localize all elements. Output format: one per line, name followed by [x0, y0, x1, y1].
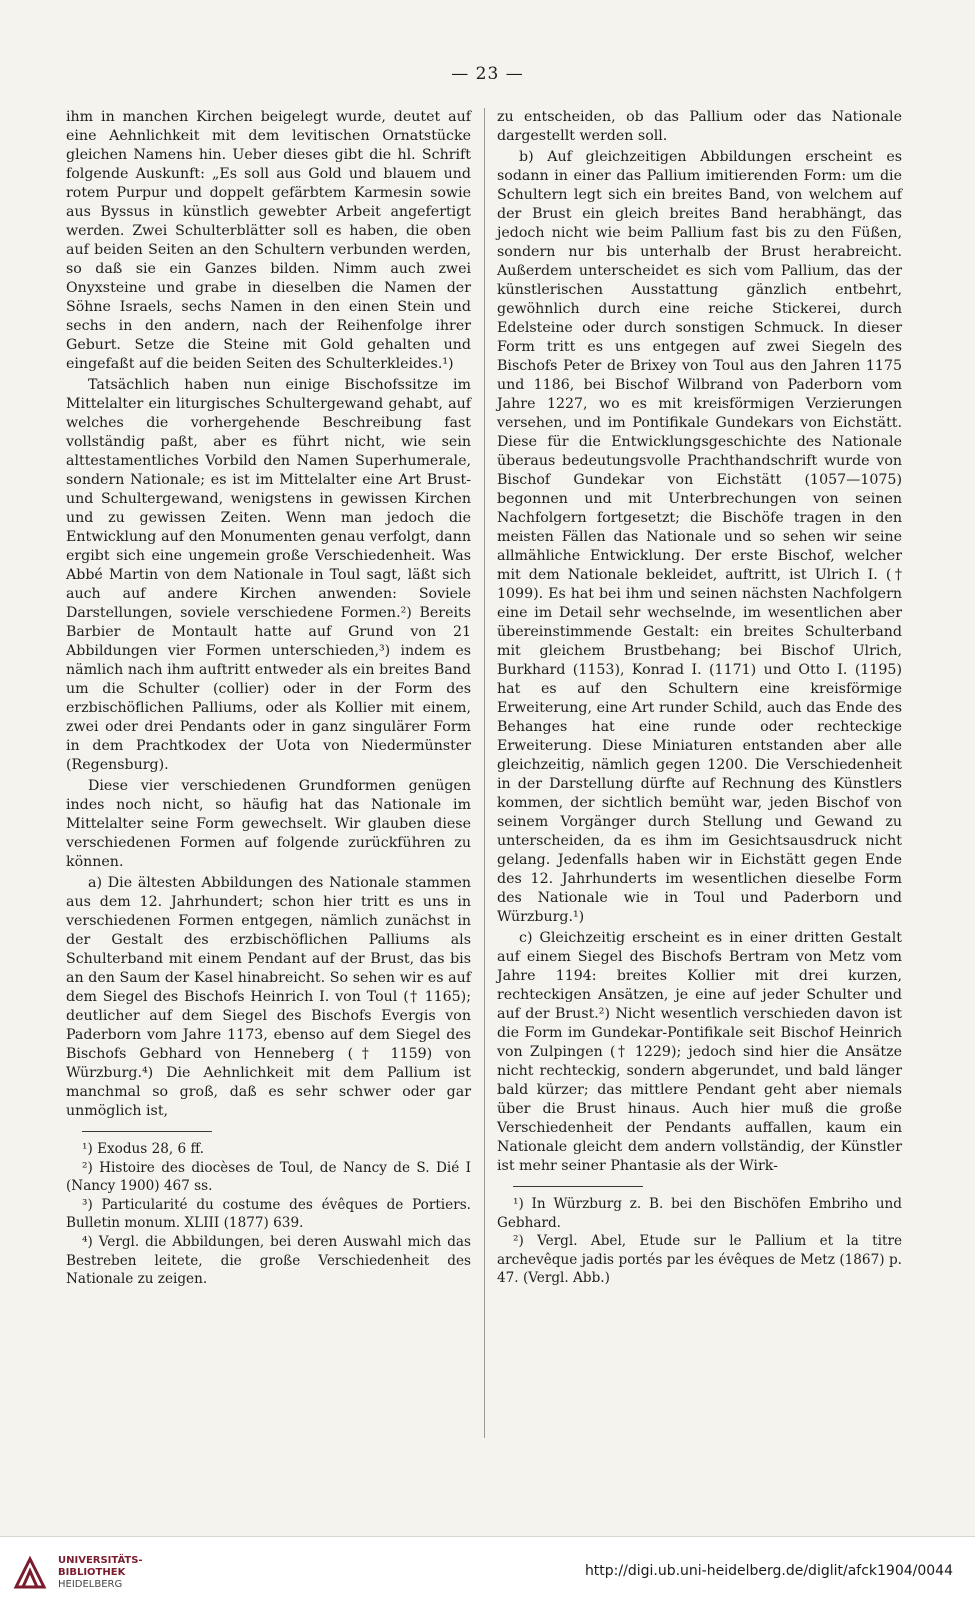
footnote-divider — [82, 1131, 212, 1132]
footnote: ²) Vergl. Abel, Etude sur le Pallium et la titre archevêque jadis portés par les évêques de Metz (1867) p. 47. (Vergl. Abb.) — [497, 1233, 902, 1287]
page-number: — 23 — — [451, 64, 524, 84]
body-paragraph: ihm in manchen Kirchen beigelegt wurde, deutet auf eine Aehnlichkeit mit dem levitischen Ornatstücke gleichen Namens hin. Ueber dieses gibt die hl. Schrift folgende Auskunft: „Es soll aus Gold und blauem und rotem Purpur und doppelt gefärbtem Karmesin sowie aus Byssus in künstlich gewebter Arbeit angefertigt werden. Zwei Schulterblätter soll es haben, die oben auf beiden Seiten an den Schultern verbunden werden, so daß sie ein Ganzes bilden. Nimm auch zwei Onyxsteine und grabe in dieselben die Namen der Söhne Israels, sechs Namen in den einen Stein und sechs in den andern, nach der Reihenfolge ihrer Geburt. Setze die Steine mit Gold gehalten und eingefaßt auf die beiden Seiten des Schulterkleides.¹) — [66, 109, 471, 372]
institution-line: HEIDELBERG — [58, 1579, 123, 1590]
footnote-divider — [513, 1186, 643, 1187]
institution-line: BIBLIOTHEK — [58, 1567, 126, 1578]
column-divider — [484, 108, 485, 1438]
body-paragraph: a) Die ältesten Abbildungen des Nationale stammen aus dem 12. Jahrhundert; schon hier tritt es uns in verschiedenen Formen entgegen, nämlich zunächst in der Gestalt des erzbischöflichen Palliums als Schulterband mit einem Pendant auf der Brust, das bis an den Saum der Kasel hinabreicht. So sehen wir es auf dem Siegel des Bischofs Heinrich I. von Toul († 1165); deutlicher auf dem Siegel des Bischofs Evergis von Paderborn vom Jahre 1173, ebenso auf dem Siegel des Bischofs Gebhard von Henneberg († 1159) von Würzburg.⁴) Die Aehnlichkeit mit dem Pallium ist manchmal so groß, daß es sehr schwer oder gar unmöglich ist, — [66, 875, 471, 1119]
university-library-logo-icon — [10, 1553, 50, 1593]
footnotes-left — [66, 1140, 471, 1289]
library-footer — [0, 1536, 975, 1609]
body-paragraph: b) Auf gleichzeitigen Abbildungen erscheint es sodann in einer das Pallium imitierenden Form: um die Schultern legt sich ein breites Band, von welchem auf der Brust ein gleich breites Band herabhängt, das jedoch nicht wie beim Pallium fast bis zu den Füßen, sondern nur bis unterhalb der Brust herabreicht. Außerdem unterscheidet es sich vom Pallium, das der künstlerischen Ausstattung gänzlich entbehrt, gewöhnlich durch eine reiche Stickerei, durch Edelsteine oder durch sonstigen Schmuck. In dieser Form tritt es uns entgegen auf zwei Siegeln des Bischofs Peter de Brixey von Toul aus den Jahren 1175 und 1186, bei Bischof Wilbrand von Paderborn vom Jahre 1227, wo es mit kreisförmigen Verzierungen versehen, und im Pontifikale Gundekars von Eichstätt. Diese für die Entwicklungsgeschichte des Nationale überaus bedeutungsvolle Prachthandschrift wurde von Bischof Gundekar von Eichstätt (1057—1075) begonnen und mit Unterbrechungen von seinen Nachfolgern fortgesetzt; die Bischöfe tragen in den meisten Fällen das Nationale und so sehen wir seine allmähliche Entwicklung. Der erste Bischof, welcher mit dem Nationale bekleidet, auftritt, ist Ulrich I. († 1099). Es hat bei ihm und seinen nächsten Nachfolgern eine im Detail sehr wechselnde, im wesentlichen aber übereinstimmende Gestalt: ein breites Schulterband mit gleichem Brustbehang; bei Bischof Ulrich, Burkhard (1153), Konrad I. (1171) und Otto I. (1195) hat es auf den Schultern eine kreisförmige Erweiterung, eine Art runder Schild, auch das Ende des Behanges hat eine runde oder rechteckige Erweiterung. Diese Miniaturen entstanden aber alle gleichzeitig, nämlich gegen 1200. Die Verschiedenheit in der Darstellung dürfte auf Rechnung des Künstlers kommen, der sichtlich bemüht war, jeden Bischof von seinem Vorgänger durch Stellung und Gewand zu unterscheiden, da es ihm im Gesichtsausdruck nicht gelang. Jedenfalls haben wir in Eichstätt gegen Ende des 12. Jahrhunderts im wesentlichen dieselbe Form des Nationale wie in Toul und Paderborn und Würzburg.¹) — [497, 149, 902, 925]
footnote: ¹) Exodus 28, 6 ff. — [82, 1141, 205, 1157]
body-paragraph: c) Gleichzeitig erscheint es in einer dritten Gestalt auf einem Siegel des Bischofs Bertram von Metz vom Jahre 1194: breites Kollier mit drei kurzen, rechteckigen Ansätzen, je eine auf jeder Schulter und auf der Brust.²) Nicht wesentlich verschieden davon ist die Form im Gundekar-Pontifikale seit Bischof Heinrich von Zulpingen († 1229); jedoch sind hier die Ansätze nicht rechteckig, sondern abgerundet, und bald länger bald kürzer; das mittlere Pendant geht aber niemals über die Brust hinaus. Auch hier muß die große Verschiedenheit der Pendants auffallen, kaum ein Nationale gleicht dem andern vollständig, der Künstler ist mehr seiner Phantasie als der Wirk- — [497, 930, 902, 1174]
footnotes-right — [497, 1195, 902, 1288]
institution-line: UNIVERSITÄTS- — [58, 1555, 143, 1566]
body-paragraph: Tatsächlich haben nun einige Bischofssitze im Mittelalter ein liturgisches Schultergewand gehabt, auf welches die vorhergehende Beschreibung fast vollständig paßt, aber es führt nicht, wie sein alttestamentliches Vorbild den Namen Superhumerale, sondern Nationale; es ist im Mittelalter eine Art Brust- und Schultergewand, wenigstens in gewissen Kirchen und zu gewissen Zeiten. Wenn man jedoch die Entwicklung auf den Monumenten genau verfolgt, dann ergibt sich eine ungemein große Verschiedenheit. Was Abbé Martin von dem Nationale in Toul sagt, läßt sich auch auf andere Kirchen anwenden: Soviele Darstellungen, soviele verschiedene Formen.²) Bereits Barbier de Montault hatte auf Grund von 21 Abbildungen vier Formen unterschieden,³) indem es nämlich nach ihm auftritt entweder als ein breites Band um die Schulter (collier) oder in der Form des erzbischöflichen Palliums, oder als Kollier mit einem, zwei oder drei Pendants oder in ganz singulärer Form in dem Prachtkodex der Uota von Niedermünster (Regensburg). — [66, 377, 471, 773]
source-url-link[interactable]: http://digi.ub.uni-heidelberg.de/diglit/afck1904/0044 — [584, 1563, 953, 1579]
footnote: ²) Histoire des diocèses de Toul, de Nancy de S. Dié I (Nancy 1900) 467 ss. — [66, 1159, 471, 1195]
body-paragraph: zu entscheiden, ob das Pallium oder das Nationale dargestellt werden soll. — [497, 109, 902, 144]
footnote: ³) Particularité du costume des évêques de Portiers. Bulletin monum. XLIII (1877) 639. — [66, 1196, 471, 1232]
institution-name — [58, 1555, 143, 1591]
footnote: ⁴) Vergl. die Abbildungen, bei deren Auswahl mich das Bestreben leitete, die große Verschiedenheit des Nationale zu zeigen. — [66, 1233, 471, 1288]
footnote: ¹) In Würzburg z. B. bei den Bischöfen Embriho und Gebhard. — [497, 1196, 902, 1231]
right-column — [497, 108, 902, 1288]
body-paragraph: Diese vier verschiedenen Grundformen genügen indes noch nicht, so häufig hat das Nationale im Mittelalter seine Form gewechselt. Wir glauben diese verschiedenen Formen auf folgende zurückführen zu können. — [66, 778, 471, 870]
left-column — [66, 108, 471, 1289]
